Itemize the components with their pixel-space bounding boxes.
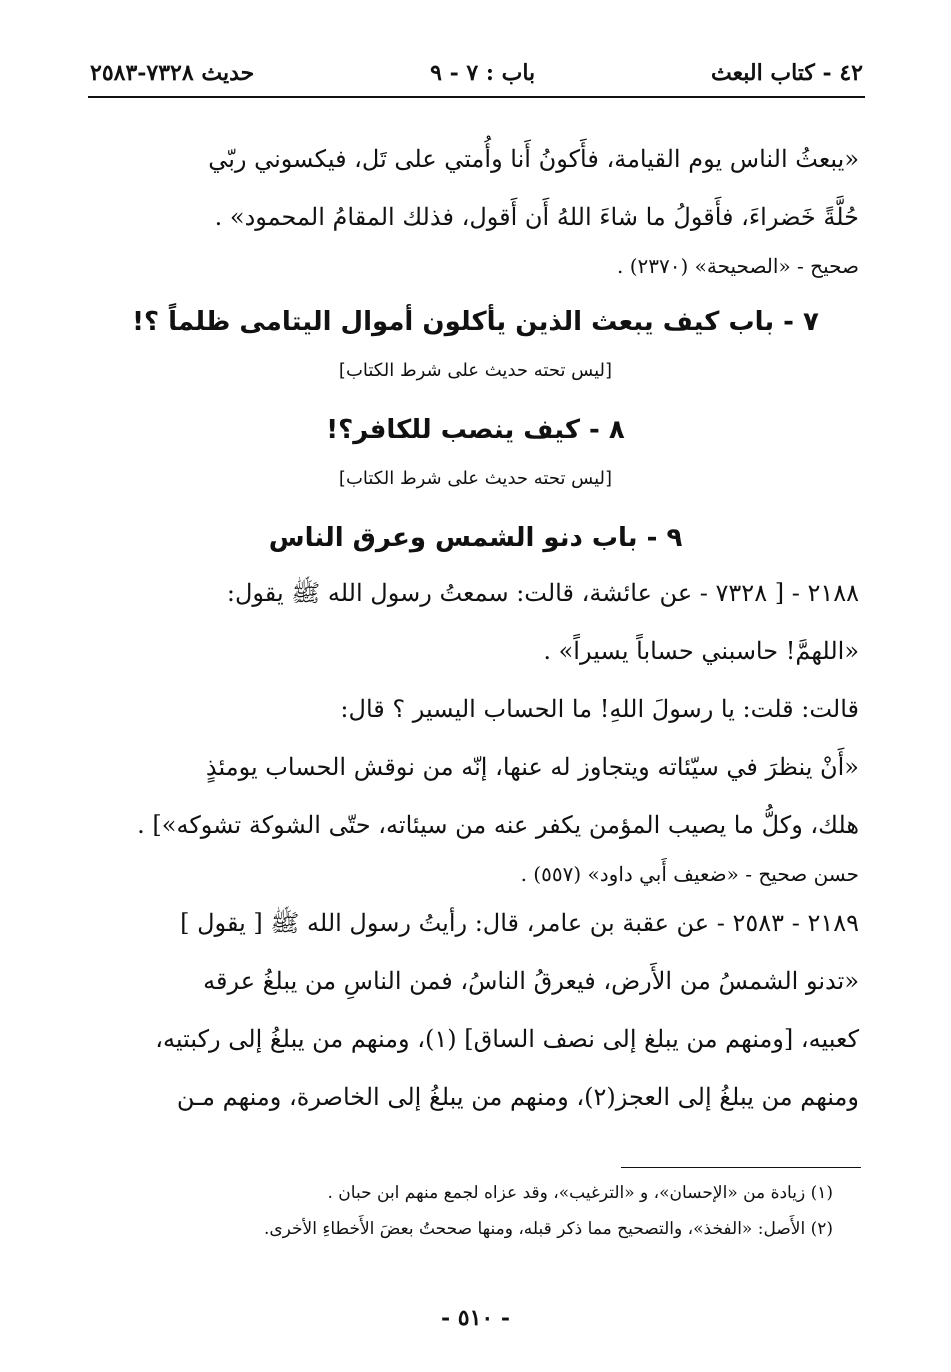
main-text: [92, 130, 859, 1126]
page-number: - ٥١٠ -: [440, 1305, 511, 1331]
text-line: حُلَّةً خَضراءَ، فأَقولُ ما شاءَ اللهُ أَن أَقول، فذلك المقامُ المحمود» .: [214, 203, 859, 231]
text-line: «أَنْ ينظرَ في سيّئاته ويتجاوز له عنها، إنّه من نوقش الحساب يومئذٍ: [205, 753, 859, 781]
text-line: «يبعثُ الناس يوم القيامة، فأَكونُ أَنا وأُمتي على تَل، فيكسوني ربّي: [208, 145, 859, 173]
footnote: (٢) الأَصل: «الفخذ»، والتصحيح مما ذكر قبله، ومنها صححتُ بعضَ الأَخطاءِ الأخرى.: [263, 1219, 833, 1239]
text-line: «تدنو الشمسُ من الأَرض، فيعرقُ الناسُ، فمن الناسِ من يبلغُ عرقه: [203, 967, 859, 995]
running-header: [90, 56, 863, 90]
chapter-heading: ٧ - باب كيف يبعث الذين يأكلون أموال اليتامى ظلماً ؟!: [132, 307, 819, 337]
chapter-note: [ليس تحته حديث على شرط الكتاب]: [338, 468, 613, 489]
hadith-isnad: ٢١٨٩ - ٢٥٨٣ - عن عقبة بن عامر، قال: رأيتُ رسول الله ﷺ [ يقول ]: [180, 909, 859, 937]
header-book-title: ٤٢ - كتاب البعث: [711, 60, 863, 86]
text-line: كعبيه، [ومنهم من يبلغ إلى نصف الساق] (١)، ومنهم من يبلغُ إلى ركبتيه،: [155, 1025, 859, 1053]
chapter-note: [ليس تحته حديث على شرط الكتاب]: [338, 360, 613, 381]
footnotes: [100, 1175, 833, 1247]
header-rule: [88, 96, 865, 98]
text-line: «اللهمَّ! حاسبني حساباً يسيراً» .: [543, 637, 859, 665]
header-chapter-range: باب : ٧ - ٩: [430, 60, 536, 86]
header-hadith-range: حديث ٧٣٢٨-٢٥٨٣: [90, 60, 255, 86]
text-line: قالت: قلت: يا رسولَ اللهِ! ما الحساب اليسير ؟ قال:: [340, 695, 859, 723]
footnote-rule: [621, 1167, 861, 1168]
footnote: (١) زيادة من «الإحسان»، و «الترغيب»، وقد عزاه لجمع منهم ابن حبان .: [327, 1183, 833, 1203]
text-line: هلك، وكلُّ ما يصيب المؤمن يكفر عنه من سيئاته، حتّى الشوكة تشوكه»] .: [137, 811, 859, 839]
chapter-heading: ٨ - كيف ينصب للكافر؟!: [326, 415, 625, 445]
hadith-grade: حسن صحيح - «ضعيف أَبي داود» (٥٥٧) .: [520, 862, 859, 886]
hadith-grade: صحيح - «الصحيحة» (٢٣٧٠) .: [616, 254, 859, 278]
text-line: ومنهم من يبلغُ إلى العجز(٢)، ومنهم من يبلغُ إلى الخاصرة، ومنهم مـن: [176, 1083, 859, 1111]
hadith-isnad: ٢١٨٨ - [ ٧٣٢٨ - عن عائشة، قالت: سمعتُ رسول الله ﷺ يقول:: [226, 579, 859, 607]
chapter-heading: ٩ - باب دنو الشمس وعرق الناس: [268, 523, 683, 553]
